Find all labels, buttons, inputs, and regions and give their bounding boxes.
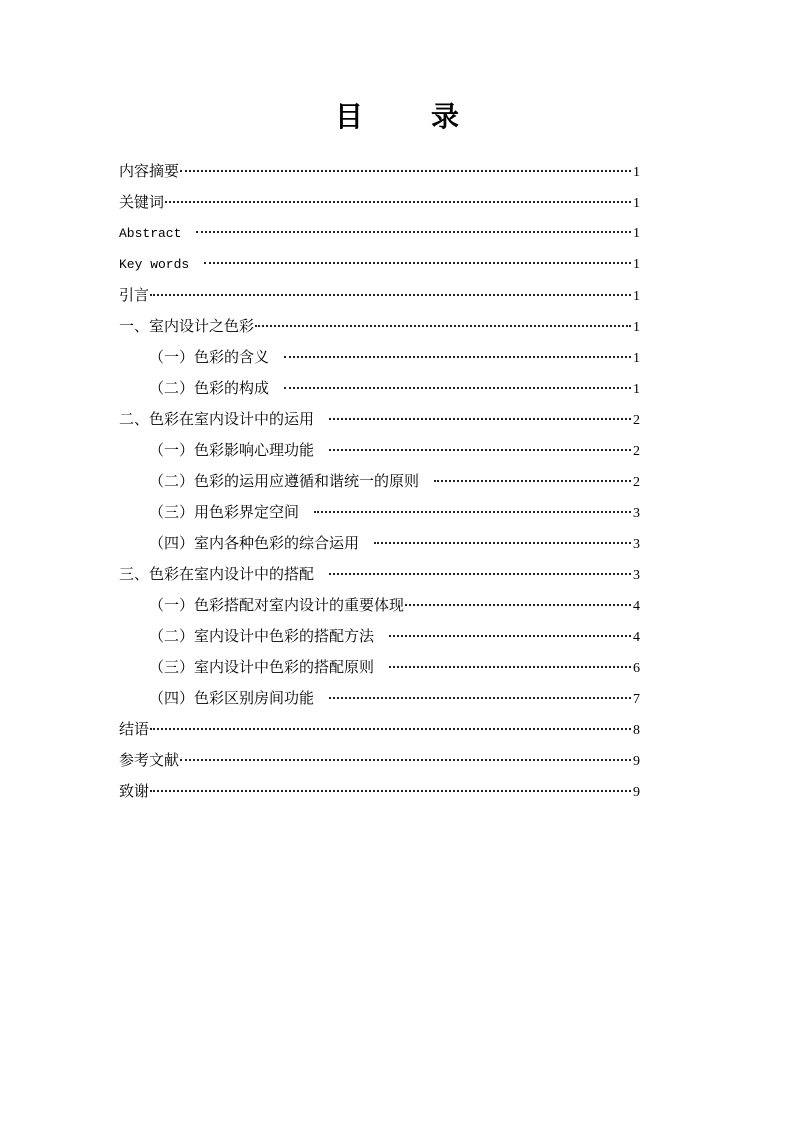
toc-entry-acknowledgements[interactable] [119,776,640,807]
toc-entry-label: 致谢 [119,782,150,800]
toc-entry-label: Abstract [119,226,182,241]
toc-page-number: 2 [633,413,640,428]
toc-entry-section-3-2[interactable] [119,621,640,652]
page-title: 目 录 [334,100,479,133]
toc-entry-label: （三）用色彩界定空间 [149,503,300,521]
toc-entry-label: （二）室内设计中色彩的搭配方法 [149,627,375,645]
toc-entry-keywords-cn[interactable] [119,187,640,218]
dot-leader [165,201,631,203]
toc-page-number: 2 [633,444,640,459]
toc-entry-chapter-2[interactable] [119,404,640,435]
toc-entry-chapter-1[interactable] [119,311,640,342]
toc-page-number: 3 [633,568,640,583]
dot-leader [150,728,631,730]
toc-entry-section-1-2[interactable] [119,373,640,404]
toc-page-number: 1 [633,289,640,304]
toc-entry-label: 引言 [119,286,150,304]
toc-entry-chapter-3[interactable] [119,559,640,590]
toc-entry-label: 三、色彩在室内设计中的搭配 [119,565,315,583]
dot-leader [255,325,631,327]
dot-leader [150,790,631,792]
dot-leader [374,542,631,544]
toc-entry-label: （二）色彩的运用应遵循和谐统一的原则 [149,472,420,490]
toc-entry-section-3-1[interactable] [119,590,640,621]
toc-page-number: 1 [633,351,640,366]
toc-entry-abstract-cn[interactable] [119,156,640,187]
toc-entry-label: （一）色彩搭配对室内设计的重要体现 [149,596,405,614]
table-of-contents [119,156,640,807]
toc-page-number: 1 [633,320,640,335]
toc-page-number: 9 [633,754,640,769]
toc-entry-label: （一）色彩影响心理功能 [149,441,315,459]
toc-entry-abstract-en[interactable] [119,218,640,249]
toc-page-number: 2 [633,475,640,490]
toc-entry-label: Key words [119,257,190,272]
toc-entry-section-3-3[interactable] [119,652,640,683]
toc-entry-label: 参考文献 [119,751,180,769]
toc-page-number: 3 [633,506,640,521]
dot-leader [329,697,631,699]
toc-page-number: 4 [633,630,640,645]
toc-entry-label: （三）室内设计中色彩的搭配原则 [149,658,375,676]
toc-entry-label: （二）色彩的构成 [149,379,270,397]
dot-leader [180,759,631,761]
dot-leader [150,294,631,296]
toc-page-number: 1 [633,196,640,211]
dot-leader [329,449,631,451]
dot-leader [180,170,631,172]
toc-page-number: 9 [633,785,640,800]
dot-leader [329,573,631,575]
toc-entry-conclusion[interactable] [119,714,640,745]
dot-leader [329,418,631,420]
toc-entry-label: （四）室内各种色彩的综合运用 [149,534,360,552]
dot-leader [204,262,631,264]
dot-leader [314,511,631,513]
toc-entry-label: 二、色彩在室内设计中的运用 [119,410,315,428]
toc-page-number: 3 [633,537,640,552]
toc-entry-keywords-en[interactable] [119,249,640,280]
toc-entry-label: 一、室内设计之色彩 [119,317,255,335]
toc-entry-label: （四）色彩区别房间功能 [149,689,315,707]
dot-leader [196,231,631,233]
toc-entry-section-2-4[interactable] [119,528,640,559]
toc-entry-references[interactable] [119,745,640,776]
dot-leader [284,387,631,389]
toc-page-number: 1 [633,226,640,241]
dot-leader [434,480,631,482]
toc-entry-section-1-1[interactable] [119,342,640,373]
toc-entry-label: （一）色彩的含义 [149,348,270,366]
toc-entry-section-2-3[interactable] [119,497,640,528]
toc-page-number: 1 [633,257,640,272]
toc-entry-introduction[interactable] [119,280,640,311]
toc-page-number: 6 [633,661,640,676]
toc-entry-section-3-4[interactable] [119,683,640,714]
toc-entry-label: 结语 [119,720,150,738]
toc-page-number: 1 [633,165,640,180]
toc-entry-section-2-2[interactable] [119,466,640,497]
dot-leader [405,604,631,606]
toc-page-number: 4 [633,599,640,614]
toc-page-number: 7 [633,692,640,707]
dot-leader [389,635,631,637]
toc-entry-label: 内容摘要 [119,162,180,180]
toc-page-number: 1 [633,382,640,397]
toc-entry-label: 关键词 [119,193,165,211]
toc-page-number: 8 [633,723,640,738]
dot-leader [284,356,631,358]
dot-leader [389,666,631,668]
toc-entry-section-2-1[interactable] [119,435,640,466]
